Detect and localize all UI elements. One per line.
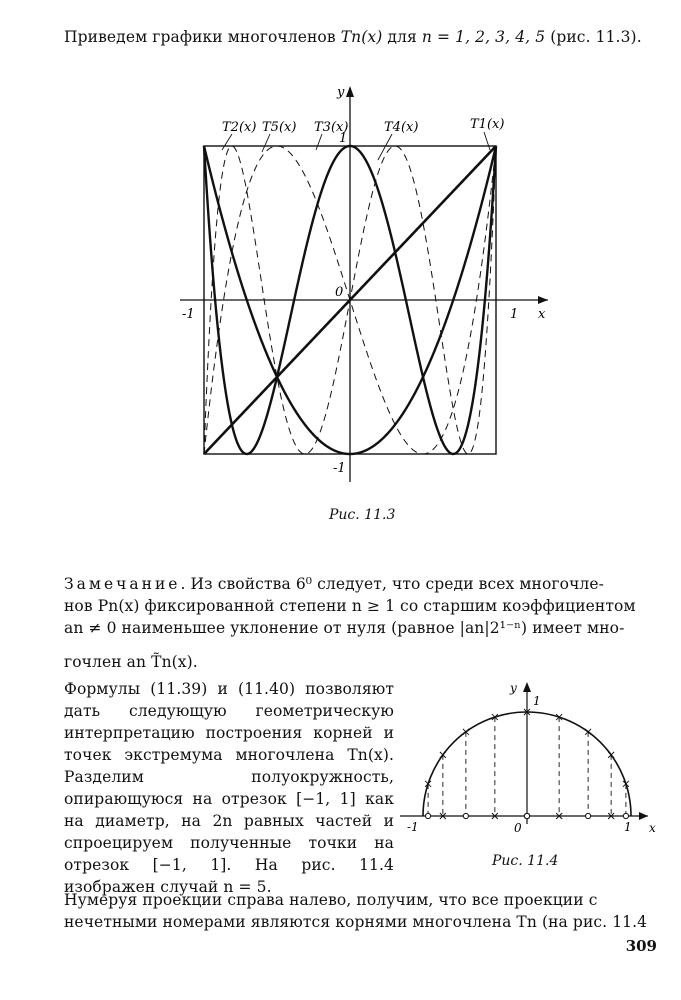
label-T5: T5(x)	[262, 120, 297, 135]
label-minus-one-bottom: -1	[333, 461, 346, 476]
fig2-label-minus-one: -1	[407, 820, 419, 834]
fig2-label-zero: 0	[514, 821, 522, 835]
remark-line-1: . Из свойства 6⁰ следует, что среди всех многочле-	[180, 575, 604, 593]
label-T2: T2(x)	[222, 120, 257, 135]
label-zero: 0	[335, 285, 344, 300]
root-point	[425, 813, 430, 818]
fig2-label-one-top: 1	[533, 694, 541, 708]
fig2-labels	[407, 681, 656, 835]
remark-line-2: нов Pn(x) фиксированной степени n ≥ 1 со старшим коэффициентом	[64, 597, 636, 615]
remark-title: Замечание	[64, 575, 181, 593]
fig2-label-y: y	[510, 681, 517, 695]
intro-text-1: Приведем графики многочленов	[64, 28, 341, 46]
intro-text-3: (рис. 11.3).	[545, 28, 642, 46]
label-minus-one-left: -1	[182, 307, 195, 322]
label-y: y	[337, 85, 345, 100]
root-point	[623, 813, 628, 818]
root-point	[586, 813, 591, 818]
page-number: 309	[625, 937, 657, 955]
final-line-1: Нумеруя проекции справа налево, получим, что все проекции с	[64, 891, 598, 909]
remark-line-3: an ≠ 0 наименьшее уклонение от нуля (равное |an|2¹⁻ⁿ) имеет мно-	[64, 619, 625, 637]
label-T1: T1(x)	[470, 117, 505, 132]
projection-paragraph: Формулы (11.39) и (11.40) позволяют дать следующую геометрическую интерпретацию построения корней и точек экстремума многочлена Tn(x). Разделим полуокружность, опирающуюся на отрезок [−1, 1] как на диаметр, на 2n равных частей и спроецируем полученные точки на отрезок [−1, 1]. На рис. 11.4 изображен случай n = 5.	[64, 680, 394, 896]
label-T4: T4(x)	[384, 120, 419, 135]
fig2-label-x: x	[649, 821, 656, 835]
fig2-caption: Рис. 11.4	[492, 853, 559, 869]
label-one-top: 1	[339, 131, 348, 146]
fig2-label-one: 1	[624, 820, 632, 834]
root-point	[463, 813, 468, 818]
root-point	[524, 813, 529, 818]
fig1-caption: Рис. 11.3	[329, 507, 396, 523]
label-x: x	[538, 307, 546, 322]
label-T3: T3(x)	[314, 120, 349, 135]
intro-Tn: Tn(x)	[340, 28, 383, 46]
intro-n-values: n = 1, 2, 3, 4, 5	[421, 28, 546, 46]
remark-line-4: гочлен an T̃n(x).	[64, 653, 198, 671]
final-line-2: нечетными номерами являются корнями многочлена Tn (на рис. 11.4	[64, 913, 648, 931]
label-one-right: 1	[510, 307, 519, 322]
intro-text-2: для	[382, 28, 422, 46]
final-paragraph	[64, 889, 664, 933]
